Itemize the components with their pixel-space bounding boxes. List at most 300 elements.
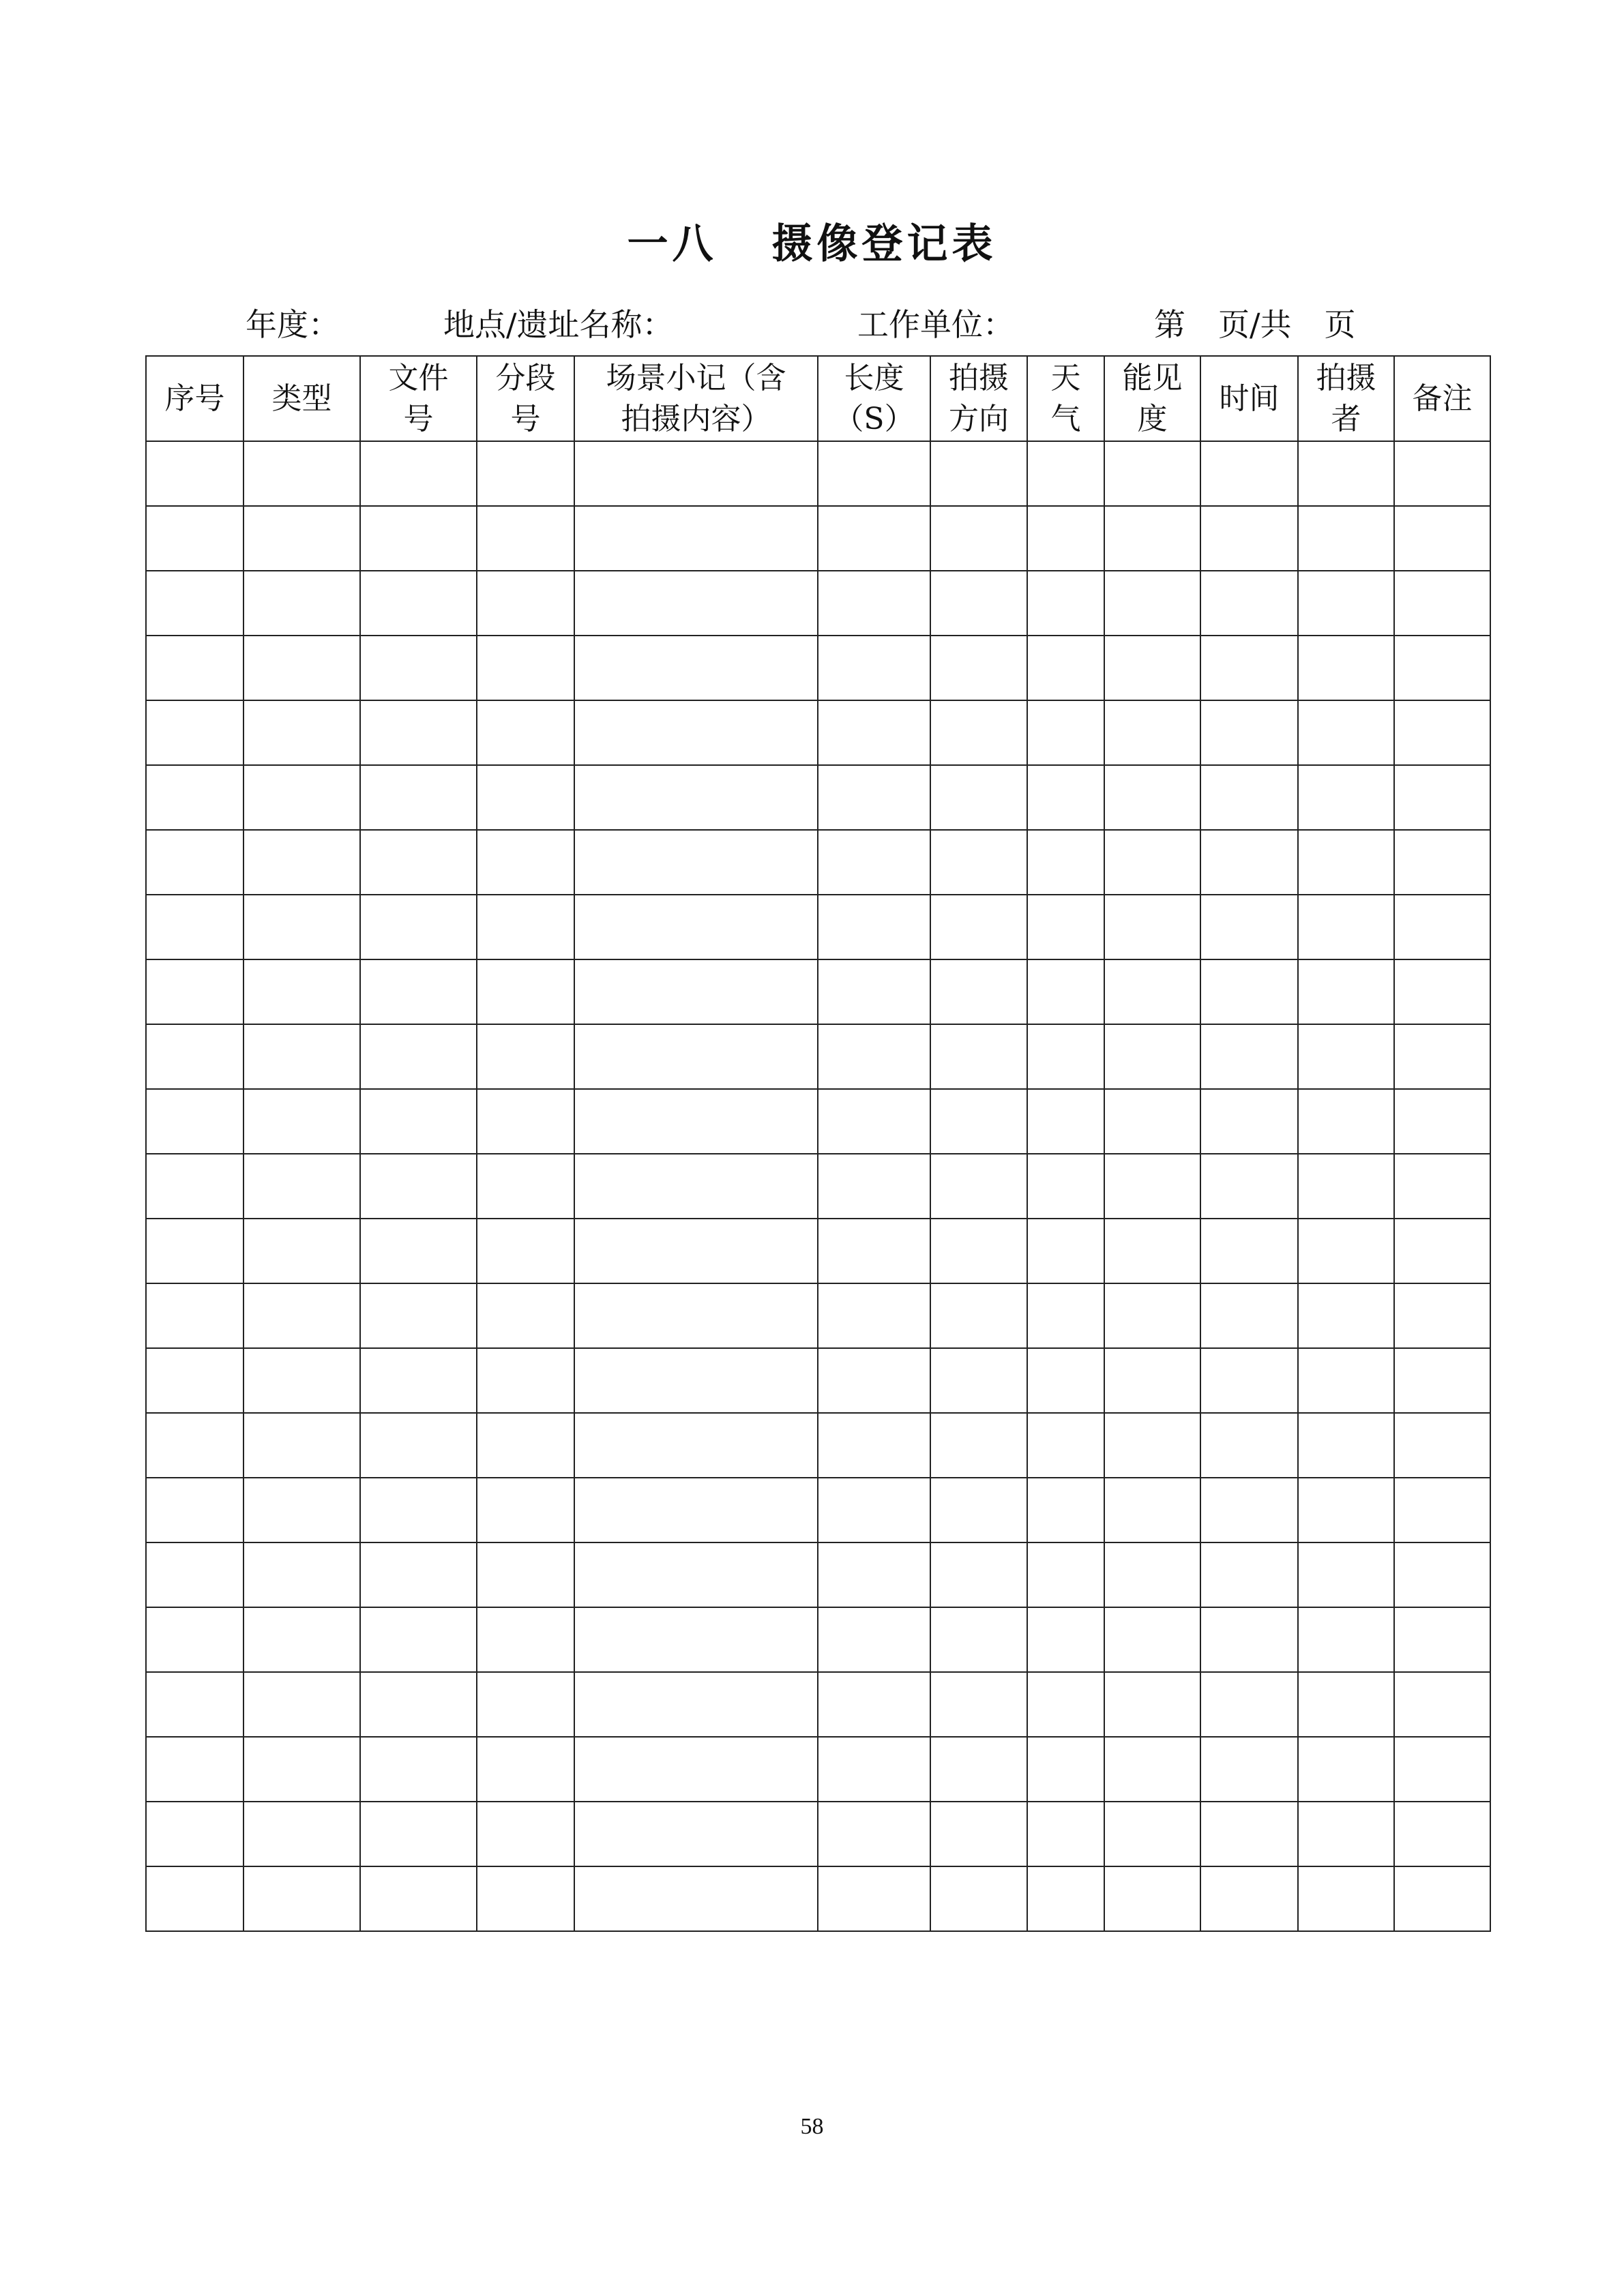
table-cell[interactable] <box>818 506 930 571</box>
table-cell[interactable] <box>1027 1024 1104 1089</box>
table-cell[interactable] <box>930 1024 1027 1089</box>
table-cell[interactable] <box>1104 441 1200 506</box>
table-cell[interactable] <box>818 1478 930 1542</box>
table-cell[interactable] <box>1104 1737 1200 1802</box>
table-row <box>146 895 1490 959</box>
table-cell[interactable] <box>818 765 930 830</box>
table-cell[interactable] <box>574 571 818 636</box>
table-cell[interactable] <box>818 571 930 636</box>
table-cell[interactable] <box>574 1219 818 1283</box>
table-cell[interactable] <box>146 1413 243 1478</box>
table-cell[interactable] <box>1298 1024 1394 1089</box>
table-cell[interactable] <box>1394 1348 1490 1413</box>
table-cell[interactable] <box>1104 959 1200 1024</box>
table-body <box>146 441 1490 1931</box>
table-cell[interactable] <box>243 1089 360 1154</box>
table-cell[interactable] <box>574 1283 818 1348</box>
table-cell[interactable] <box>1200 1283 1298 1348</box>
table-cell[interactable] <box>930 636 1027 700</box>
table-cell[interactable] <box>930 1348 1027 1413</box>
table-cell[interactable] <box>243 1737 360 1802</box>
table-cell[interactable] <box>1200 1737 1298 1802</box>
table-cell[interactable] <box>1027 506 1104 571</box>
table-cell[interactable] <box>1394 1478 1490 1542</box>
table-cell[interactable] <box>818 636 930 700</box>
column-header <box>477 356 574 441</box>
table-cell[interactable] <box>360 571 477 636</box>
table-cell[interactable] <box>1394 1413 1490 1478</box>
table-cell[interactable] <box>1200 1089 1298 1154</box>
table-cell[interactable] <box>1394 1283 1490 1348</box>
table-cell[interactable] <box>477 1154 574 1219</box>
table-cell[interactable] <box>1104 1478 1200 1542</box>
table-cell[interactable] <box>1394 895 1490 959</box>
table-cell[interactable] <box>818 1154 930 1219</box>
table-cell[interactable] <box>1200 895 1298 959</box>
table-cell[interactable] <box>930 1154 1027 1219</box>
table-cell[interactable] <box>1298 1413 1394 1478</box>
table-cell[interactable] <box>1200 636 1298 700</box>
table-cell[interactable] <box>1027 1542 1104 1607</box>
table-cell[interactable] <box>930 1478 1027 1542</box>
table-cell[interactable] <box>146 1866 243 1931</box>
table-cell[interactable] <box>1027 636 1104 700</box>
table-cell[interactable] <box>146 636 243 700</box>
table-cell[interactable] <box>477 1478 574 1542</box>
table-cell[interactable] <box>477 1413 574 1478</box>
table-cell[interactable] <box>146 1024 243 1089</box>
table-cell[interactable] <box>574 506 818 571</box>
table-cell[interactable] <box>243 441 360 506</box>
table-cell[interactable] <box>1200 571 1298 636</box>
table-cell[interactable] <box>477 1737 574 1802</box>
table-cell[interactable] <box>243 1607 360 1672</box>
table-cell[interactable] <box>360 1672 477 1737</box>
table-cell[interactable] <box>360 1024 477 1089</box>
table-cell[interactable] <box>574 1089 818 1154</box>
table-cell[interactable] <box>477 441 574 506</box>
table-cell[interactable] <box>574 959 818 1024</box>
table-cell[interactable] <box>1200 1672 1298 1737</box>
table-cell[interactable] <box>146 506 243 571</box>
table-cell[interactable] <box>1027 1413 1104 1478</box>
table-cell[interactable] <box>574 1478 818 1542</box>
table-cell[interactable] <box>818 441 930 506</box>
table-cell[interactable] <box>1200 1413 1298 1478</box>
table-cell[interactable] <box>360 1154 477 1219</box>
table-cell[interactable] <box>1104 1089 1200 1154</box>
header-label: 号 <box>510 401 541 436</box>
table-cell[interactable] <box>1394 506 1490 571</box>
table-cell[interactable] <box>818 1542 930 1607</box>
table-cell[interactable] <box>574 1413 818 1478</box>
table-cell[interactable] <box>1298 571 1394 636</box>
table-cell[interactable] <box>574 1802 818 1866</box>
table-row <box>146 1542 1490 1607</box>
table-cell[interactable] <box>574 830 818 895</box>
table-cell[interactable] <box>1104 1283 1200 1348</box>
table-cell[interactable] <box>818 1348 930 1413</box>
table-cell[interactable] <box>1200 1607 1298 1672</box>
table-cell[interactable] <box>1104 1348 1200 1413</box>
table-cell[interactable] <box>930 506 1027 571</box>
table-cell[interactable] <box>1104 700 1200 765</box>
table-cell[interactable] <box>574 1348 818 1413</box>
table-cell[interactable] <box>146 959 243 1024</box>
table-cell[interactable] <box>146 830 243 895</box>
table-cell[interactable] <box>1394 1089 1490 1154</box>
table-cell[interactable] <box>1104 1024 1200 1089</box>
table-cell[interactable] <box>1027 1607 1104 1672</box>
table-cell[interactable] <box>1298 1672 1394 1737</box>
table-cell[interactable] <box>243 1478 360 1542</box>
table-cell[interactable] <box>574 636 818 700</box>
table-cell[interactable] <box>1027 830 1104 895</box>
table-cell[interactable] <box>243 830 360 895</box>
table-cell[interactable] <box>146 895 243 959</box>
table-cell[interactable] <box>1027 1672 1104 1737</box>
header-row <box>146 356 1490 441</box>
table-cell[interactable] <box>360 1737 477 1802</box>
table-cell[interactable] <box>146 1219 243 1283</box>
table-cell[interactable] <box>818 895 930 959</box>
table-cell[interactable] <box>930 959 1027 1024</box>
table-cell[interactable] <box>1394 1219 1490 1283</box>
table-cell[interactable] <box>477 1089 574 1154</box>
table-cell[interactable] <box>1027 1089 1104 1154</box>
table-cell[interactable] <box>1104 1802 1200 1866</box>
table-cell[interactable] <box>477 700 574 765</box>
table-cell[interactable] <box>1298 1607 1394 1672</box>
table-cell[interactable] <box>930 1089 1027 1154</box>
table-cell[interactable] <box>930 1413 1027 1478</box>
table-cell[interactable] <box>243 1154 360 1219</box>
table-cell[interactable] <box>818 959 930 1024</box>
table-cell[interactable] <box>1394 1607 1490 1672</box>
table-cell[interactable] <box>1027 959 1104 1024</box>
table-cell[interactable] <box>1394 765 1490 830</box>
table-cell[interactable] <box>360 765 477 830</box>
table-cell[interactable] <box>930 895 1027 959</box>
table-cell[interactable] <box>1104 1672 1200 1737</box>
table-cell[interactable] <box>1394 1024 1490 1089</box>
table-cell[interactable] <box>360 830 477 895</box>
table-cell[interactable] <box>477 636 574 700</box>
table-cell[interactable] <box>1298 1089 1394 1154</box>
table-cell[interactable] <box>1394 1154 1490 1219</box>
table-cell[interactable] <box>574 895 818 959</box>
table-cell[interactable] <box>243 1802 360 1866</box>
table-cell[interactable] <box>146 1283 243 1348</box>
table-cell[interactable] <box>477 1607 574 1672</box>
table-cell[interactable] <box>818 1737 930 1802</box>
table-cell[interactable] <box>1298 1802 1394 1866</box>
table-row <box>146 1348 1490 1413</box>
table-cell[interactable] <box>146 700 243 765</box>
table-cell[interactable] <box>930 571 1027 636</box>
table-cell[interactable] <box>146 1542 243 1607</box>
table-cell[interactable] <box>243 1283 360 1348</box>
table-cell[interactable] <box>243 1672 360 1737</box>
table-cell[interactable] <box>818 1283 930 1348</box>
header-label: 者 <box>1331 401 1361 436</box>
table-cell[interactable] <box>1298 1737 1394 1802</box>
table-cell[interactable] <box>360 1413 477 1478</box>
table-cell[interactable] <box>360 1348 477 1413</box>
table-cell[interactable] <box>930 700 1027 765</box>
table-cell[interactable] <box>146 571 243 636</box>
header-label: 序号 <box>164 381 225 416</box>
table-cell[interactable] <box>1394 830 1490 895</box>
table-cell[interactable] <box>1298 830 1394 895</box>
table-cell[interactable] <box>818 1089 930 1154</box>
table-cell[interactable] <box>1200 959 1298 1024</box>
table-cell[interactable] <box>146 1737 243 1802</box>
table-cell[interactable] <box>360 959 477 1024</box>
table-cell[interactable] <box>360 1802 477 1866</box>
table-cell[interactable] <box>360 1478 477 1542</box>
table-cell[interactable] <box>1298 1283 1394 1348</box>
table-cell[interactable] <box>1298 1542 1394 1607</box>
table-cell[interactable] <box>1027 1866 1104 1931</box>
table-cell[interactable] <box>818 1866 930 1931</box>
table-cell[interactable] <box>1200 1802 1298 1866</box>
table-cell[interactable] <box>360 1283 477 1348</box>
table-cell[interactable] <box>1298 1154 1394 1219</box>
table-cell[interactable] <box>1104 571 1200 636</box>
table-cell[interactable] <box>1298 959 1394 1024</box>
table-cell[interactable] <box>1298 1478 1394 1542</box>
table-cell[interactable] <box>360 1542 477 1607</box>
table-cell[interactable] <box>1104 1154 1200 1219</box>
table-cell[interactable] <box>477 1024 574 1089</box>
table-cell[interactable] <box>1027 700 1104 765</box>
table-cell[interactable] <box>1394 636 1490 700</box>
table-cell[interactable] <box>360 895 477 959</box>
title-text: 摄像登记表 <box>771 220 997 268</box>
table-cell[interactable] <box>1027 1283 1104 1348</box>
table-row <box>146 1089 1490 1154</box>
table-cell[interactable] <box>1394 1672 1490 1737</box>
table-cell[interactable] <box>146 1607 243 1672</box>
table-cell[interactable] <box>1027 1478 1104 1542</box>
table-cell[interactable] <box>243 506 360 571</box>
table-cell[interactable] <box>477 1866 574 1931</box>
table-cell[interactable] <box>818 700 930 765</box>
table-cell[interactable] <box>930 1672 1027 1737</box>
table-cell[interactable] <box>1200 1154 1298 1219</box>
table-cell[interactable] <box>477 895 574 959</box>
table-cell[interactable] <box>1200 1348 1298 1413</box>
table-cell[interactable] <box>477 571 574 636</box>
table-cell[interactable] <box>1027 765 1104 830</box>
table-cell[interactable] <box>477 830 574 895</box>
table-cell[interactable] <box>1104 506 1200 571</box>
table-cell[interactable] <box>146 1478 243 1542</box>
table-cell[interactable] <box>1027 441 1104 506</box>
table-cell[interactable] <box>1200 441 1298 506</box>
table-cell[interactable] <box>1298 506 1394 571</box>
table-cell[interactable] <box>477 1542 574 1607</box>
table-cell[interactable] <box>1200 1024 1298 1089</box>
table-cell[interactable] <box>146 1672 243 1737</box>
table-cell[interactable] <box>574 1024 818 1089</box>
table-cell[interactable] <box>360 1607 477 1672</box>
table-cell[interactable] <box>1200 1478 1298 1542</box>
table-cell[interactable] <box>1394 959 1490 1024</box>
table-cell[interactable] <box>1027 1219 1104 1283</box>
table-cell[interactable] <box>146 1154 243 1219</box>
table-cell[interactable] <box>146 441 243 506</box>
header-label: （S） <box>833 401 915 436</box>
table-cell[interactable] <box>243 1219 360 1283</box>
table-cell[interactable] <box>574 1542 818 1607</box>
table-cell[interactable] <box>930 1283 1027 1348</box>
table-cell[interactable] <box>243 1348 360 1413</box>
table-cell[interactable] <box>1027 1737 1104 1802</box>
table-cell[interactable] <box>243 1024 360 1089</box>
header-label: 度 <box>1137 401 1168 436</box>
table-cell[interactable] <box>1200 506 1298 571</box>
table-cell[interactable] <box>574 1672 818 1737</box>
table-cell[interactable] <box>818 830 930 895</box>
video-register-table <box>145 355 1491 1932</box>
table-cell[interactable] <box>1104 1219 1200 1283</box>
table-cell[interactable] <box>1200 1542 1298 1607</box>
table-cell[interactable] <box>146 1802 243 1866</box>
table-cell[interactable] <box>1027 1154 1104 1219</box>
table-cell[interactable] <box>146 765 243 830</box>
table-cell[interactable] <box>1104 636 1200 700</box>
table-cell[interactable] <box>360 636 477 700</box>
table-row <box>146 1154 1490 1219</box>
table-cell[interactable] <box>477 1802 574 1866</box>
table-row <box>146 959 1490 1024</box>
table-cell[interactable] <box>930 1866 1027 1931</box>
table-cell[interactable] <box>1104 895 1200 959</box>
table-cell[interactable] <box>930 1737 1027 1802</box>
table-cell[interactable] <box>1298 441 1394 506</box>
table-cell[interactable] <box>1298 765 1394 830</box>
table-cell[interactable] <box>574 1866 818 1931</box>
table-cell[interactable] <box>1027 1802 1104 1866</box>
table-cell[interactable] <box>360 1866 477 1931</box>
table-cell[interactable] <box>1200 1866 1298 1931</box>
table-cell[interactable] <box>243 765 360 830</box>
table-cell[interactable] <box>1200 1219 1298 1283</box>
table-cell[interactable] <box>574 441 818 506</box>
work-unit-label: 工作单位： <box>857 306 1014 343</box>
table-cell[interactable] <box>243 636 360 700</box>
table-cell[interactable] <box>243 700 360 765</box>
header-label: 天 <box>1050 360 1081 396</box>
table-cell[interactable] <box>1104 1866 1200 1931</box>
table-cell[interactable] <box>1104 1542 1200 1607</box>
table-row <box>146 571 1490 636</box>
table-cell[interactable] <box>146 1348 243 1413</box>
table-cell[interactable] <box>574 700 818 765</box>
table-cell[interactable] <box>477 1672 574 1737</box>
table-cell[interactable] <box>360 441 477 506</box>
table-cell[interactable] <box>1394 571 1490 636</box>
table-cell[interactable] <box>930 765 1027 830</box>
table-cell[interactable] <box>477 1283 574 1348</box>
table-row <box>146 1607 1490 1672</box>
table-cell[interactable] <box>1394 1542 1490 1607</box>
table-cell[interactable] <box>818 1607 930 1672</box>
table-cell[interactable] <box>477 1348 574 1413</box>
table-cell[interactable] <box>1298 1348 1394 1413</box>
table-cell[interactable] <box>1027 895 1104 959</box>
table-cell[interactable] <box>360 1089 477 1154</box>
table-cell[interactable] <box>1104 1413 1200 1478</box>
table-cell[interactable] <box>146 1089 243 1154</box>
table-cell[interactable] <box>243 1866 360 1931</box>
table-cell[interactable] <box>477 506 574 571</box>
table-cell[interactable] <box>574 1737 818 1802</box>
table-cell[interactable] <box>574 1154 818 1219</box>
column-header <box>1104 356 1200 441</box>
table-cell[interactable] <box>930 1219 1027 1283</box>
table-cell[interactable] <box>243 895 360 959</box>
table-cell[interactable] <box>477 1219 574 1283</box>
table-cell[interactable] <box>1298 700 1394 765</box>
table-cell[interactable] <box>1298 895 1394 959</box>
table-cell[interactable] <box>243 959 360 1024</box>
table-cell[interactable] <box>1298 1219 1394 1283</box>
table-cell[interactable] <box>1200 700 1298 765</box>
table-cell[interactable] <box>1104 830 1200 895</box>
table-cell[interactable] <box>930 830 1027 895</box>
table-cell[interactable] <box>1027 571 1104 636</box>
table-cell[interactable] <box>360 700 477 765</box>
title-number: 一八 <box>627 220 718 268</box>
table-cell[interactable] <box>1200 765 1298 830</box>
table-cell[interactable] <box>574 765 818 830</box>
table-cell[interactable] <box>818 1672 930 1737</box>
table-cell[interactable] <box>818 1219 930 1283</box>
header-label: 号 <box>403 401 434 436</box>
table-cell[interactable] <box>818 1024 930 1089</box>
table-cell[interactable] <box>1027 1348 1104 1413</box>
table-cell[interactable] <box>477 765 574 830</box>
table-cell[interactable] <box>243 1542 360 1607</box>
table-cell[interactable] <box>1104 765 1200 830</box>
table-cell[interactable] <box>818 1802 930 1866</box>
table-cell[interactable] <box>243 571 360 636</box>
table-cell[interactable] <box>574 1607 818 1672</box>
table-cell[interactable] <box>1394 1802 1490 1866</box>
table-cell[interactable] <box>1394 700 1490 765</box>
table-cell[interactable] <box>1104 1607 1200 1672</box>
table-cell[interactable] <box>930 1542 1027 1607</box>
table-cell[interactable] <box>1394 1737 1490 1802</box>
table-cell[interactable] <box>1298 1866 1394 1931</box>
table-cell[interactable] <box>1298 636 1394 700</box>
table-cell[interactable] <box>1200 830 1298 895</box>
table-cell[interactable] <box>930 441 1027 506</box>
table-cell[interactable] <box>243 1413 360 1478</box>
table-cell[interactable] <box>930 1607 1027 1672</box>
header-label: 长度 <box>844 360 904 396</box>
table-cell[interactable] <box>1394 441 1490 506</box>
table-cell[interactable] <box>818 1413 930 1478</box>
table-cell[interactable] <box>930 1802 1027 1866</box>
table-cell[interactable] <box>360 506 477 571</box>
table-cell[interactable] <box>1394 1866 1490 1931</box>
table-cell[interactable] <box>477 959 574 1024</box>
table-cell[interactable] <box>360 1219 477 1283</box>
